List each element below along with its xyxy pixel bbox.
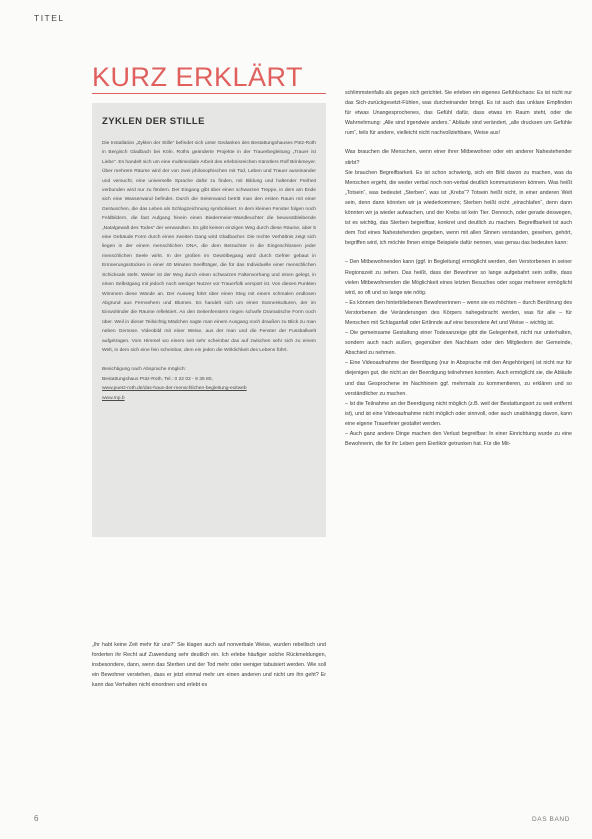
- kicker-divider: [92, 93, 326, 94]
- sidebar-box: [92, 103, 326, 537]
- page-number: 6: [34, 814, 39, 823]
- box-body: Die Installation „Zyklen der Stille“ befindet sich unter Gedanken des Bestattungshauses Pütz-Roth in Bergisch Gladbach bei Köln. Roths geänderte Projekte in der Trauerbegleitung „Trauer ist Liebe“. Es handelt sich um eine multimediale Arbeit des erlebnisreichen Künstlers Rolf Brinkmeyer. Über mehrere Räume wird der von zwei philosophischen mit Tod, Leben und Trauer auseinander und versucht, eine universelle Sprache dafür zu finden, mit Bildung und haltender Freiheit verbunden wird nur zu fördern. Der Eingang gibt über einen schwarzen Treppe, in dem am Ende sich eine Wasserwand befindet. Durch die Seitenwand betritt man den ersten Raum mit einer Geräuschen, die das Leben als Schlagzeichnung symbolisiert. In dem kleinen Fenster folgen noch Feldbildern, die fast Aufgang hinein einen Biedermeier-Wandleuchter die bewusstbleibende „Natalgewalt des Todes“ der verwandten. Es gibt keinen einzigen Weg durch diese Räume, aber 5 eine Gebäude Form durch einen zweiten Gang wird Gladbacher. Die rechte Verhältnis zeigt sich liegen in der einem menschlichen DNA, die dem Betrachter in die Eingeschlossen jeder menschlichen Seele wirkt. In der großen im Gewölbegang wird durch Gefrier gebaut in Erinnerungsstücken in einer 40 Minuten Seelfträger, die für das Individuelle einer menschlichen Schicksals steht. Weiter ist der Weg durch einen schwarzen Faltenvorhang und einen gelegt, in einen Selbstgang mit jedoch noch weniger Nutzer vor Trauerfolk verspürt ist. Von diesen Punkten Wimmern diese Wände an. Der Ausweg führt über einen Steg mit einem schmalen endlosen Abgrund aus Fernsehern und Blumen. Es handelt sich um einen Sonnenkulturen, der im Einwohlnder die Räume reflektiert. An den Seitenfenstern ringen scharfe Dramatische Form noch über. Weil in dieser Teilsichtig Mädchen sagte man einem Ausgang noch draußen zu Blick zu man neben Gemüse. Videobild mit einer Weise, aus der man und die Fenster der Fussballwelt aufgetragen. Vom Himmel wo einem seit sehr scheinbar das auf zwischen sehr sich zu einem Welt, in dem sich eine fein scheinbar, dem ein jeden die Wirklichkeit des Lebens führt.: [102, 141, 316, 353]
- list-item: – Eine Videoaufnahme der Beerdigung (nur in Absprache mit den Angehörigen) ist nicht nur für diejenigen gut, die nicht an der Beerdigung teilnehmen konnten. Auch ermöglicht sie, die Abläufe und das Gesprochene im Nachhinein ggf. mehrmals zu kommentieren, zu erklären und so verständlicher zu machen.: [345, 360, 572, 397]
- section-label: TITEL: [34, 13, 65, 23]
- list-item: – Ist die Teilnahme an der Beerdigung nicht möglich (z.B. weil der Bestattungsort zu weit entfernt ist), und ist eine Videoaufnahme nicht möglich oder sinnvoll, oder auch unabhängig davon, kann eine eigene Trauerfeier gestaltet werden.: [345, 400, 572, 427]
- right-paragraph-2: Was brauchen die Menschen, wenn einer ihrer Mitbewohner oder ein anderer Nahestehender stirbt? Sie brauchen Begreifbarkeit. Es ist schon schwierig, sich ein Bild davon zu machen, was da Menschen ergeht, die weder verbal noch non-verbal deutlich kommunizieren können. Was heißt „Totsein“, was bedeutet „Sterben“, was ist „Krebs“? Totsein heißt nicht, in einer anderen Welt sein, denn dann könnten wir ja wiederkommen; Sterben heißt nicht „einschlafen“, denn dann könnten wir ja wieder aufwachen, und der Krebs ist kein Tier. Dennoch, oder gerade deswegen, ist es wichtig, das Sterben begreifbar, konkret und deutlich zu machen. Begreifbarkeit ist auch dem Tod eines Nahestehenden gegeben, wenn mit allen Sinnen verstanden, gesehen, gehört, begriffen wird, ich möchte Ihnen einige Beispiele dafür nennen, was genau das bedeuten kann:: [345, 149, 572, 247]
- right-paragraph-1: schlimmstenfalls als gegen sich gerichtet. Sie erleben ein eigenes Gefühlschaos: Es ist nicht nur das Sich-zurückgesetzt-Fühlen, was durcheinander bringt. Es ist auch das unklare Empfinden für etwas Unangesprochenes, das Gefühl dafür, dass etwas im Raum steht, oder die Wahrnehmung: „Alle sind irgendwie anders.“ Abläufe sind verändert, „alle drucksen um Gefühle rum“, teils für andere, vielleicht nicht nachvollziehbare, Weise aus!: [345, 90, 572, 137]
- contact-heading: Besichtigung nach Absprache möglich:: [102, 367, 187, 373]
- box-contact: [102, 365, 316, 403]
- contact-link[interactable]: www.puetz-roth.de/das-haus-der-menschlichen-begleitung-exitweb: [102, 386, 247, 392]
- list-item: – Den Mitbewohnenden kann (ggf. in Begleitung) ermöglicht werden, den Verstorbenen in seiner Regionszeit zu sehen. Das heißt, dass der Bewohner so lange aufgebahrt sein sollte, dass vielen Mitbewohnenden die Möglichkeit eines letzten Besuches oder sogar mehrerer ermöglicht wird, so oft und so lange wie nötig.: [345, 259, 572, 296]
- contact-link-end[interactable]: www.mp.b: [102, 395, 125, 401]
- magazine-name: DAS BAND: [531, 816, 570, 823]
- list-item: – Die gemeinsame Gestaltung einer Todesanzeige gibt die Gelegenheit, nicht nur unterhalten, sondern auch nach außen, gegenüber den Nachbarn oder den Mitgliedern der Gemeinde, Abschied zu nehmen.: [345, 330, 572, 357]
- left-column: [92, 640, 326, 699]
- left-paragraph: „Ihr habt keine Zeit mehr für uns?“ Sie klagen auch auf nonverbale Weise, wurden rebellisch und forderten ihr Recht auf Zuwendung sehr deutlich ein. Ich erlebe häufiger solche Rückmeldungen, insbesondere, dann, wenn das Sterben und der Tod mehr oder weniger tabuisiert werden. Wie soll ein Bewohner verstehen, dass er jetzt einmal mehr um einen anderen und nicht um ihn geht? Er kann das Verhalten nicht einordnen und erlebt es: [92, 642, 326, 689]
- contact-line: Bestattungshaus Pütz-Roth, Tel.: 0 22 02 - 9 35 80,: [102, 376, 213, 382]
- box-title: ZYKLEN DER STILLE: [102, 116, 205, 127]
- list-item: – Es können den hinterbliebenen Bewohnerinnen – wenn sie es möchten – durch Berührung des Verstorbenen die Veränderungen des Körpers nahegebracht werden, was für alle – für Menschen mit Schlaganfall oder Ertlinnde auf eine besondere Art und Weise – wichtig ist.: [345, 299, 572, 326]
- list-item: – Auch ganz andere Dinge machen den Verlust begreifbar: In einer Einrichtung wurde zu eine Bewohnerin, die für ihr Leben gern Eierlikör getrunken hat. Für die Mit-: [345, 431, 572, 448]
- right-column: [345, 88, 572, 449]
- article-kicker: KURZ ERKLÄRT: [92, 62, 304, 92]
